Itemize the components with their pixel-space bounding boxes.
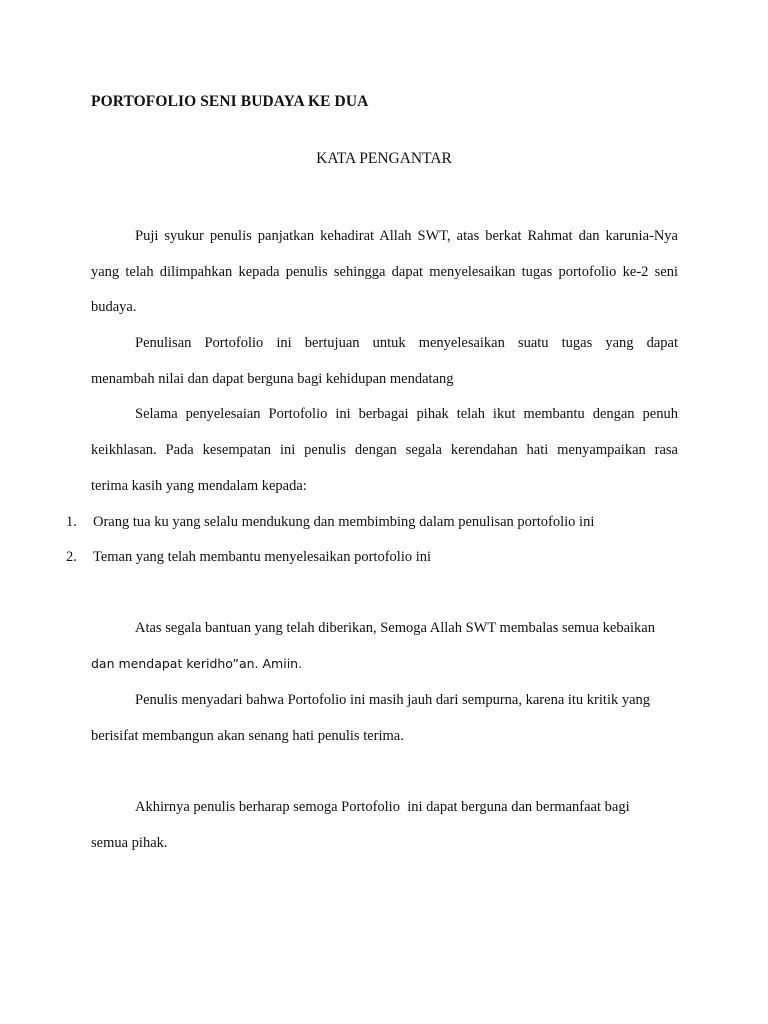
list-item xyxy=(66,513,594,531)
section-heading: KATA PENGANTAR xyxy=(316,150,452,167)
paragraph-5-line-2: berisifat membangun akan senang hati penulis terima. xyxy=(91,728,404,744)
paragraph-6-line-1: Akhirnya penulis berharap semoga Portofolio ini dapat berguna dan bermanfaat bagi xyxy=(135,799,630,815)
paragraph-5-line-1: Penulis menyadari bahwa Portofolio ini masih jauh dari sempurna, karena itu kritik yang xyxy=(135,692,651,708)
paragraph-3-line-3: terima kasih yang mendalam kepada: xyxy=(91,478,307,494)
paragraph-1-line-2: yang telah dilimpahkan kepada penulis sehingga dapat menyelesaikan tugas portofolio ke-2 seni xyxy=(91,264,678,280)
paragraph-2-line-2: menambah nilai dan dapat berguna bagi kehidupan mendatang xyxy=(91,371,454,387)
paragraph-4-line-1: Atas segala bantuan yang telah diberikan, Semoga Allah SWT membalas semua kebaikan xyxy=(135,620,655,636)
paragraph-3-line-1: Selama penyelesaian Portofolio ini berbagai pihak telah ikut membantu dengan penuh xyxy=(135,406,678,422)
list-text: Orang tua ku yang selalu mendukung dan membimbing dalam penulisan portofolio ini xyxy=(93,514,595,530)
paragraph-4-line-2: dan mendapat keridho”an. Amiin. xyxy=(91,656,303,671)
paragraph-1-line-1: Puji syukur penulis panjatkan kehadirat Allah SWT, atas berkat Rahmat dan karunia-Nya xyxy=(135,228,678,244)
list-number: 2. xyxy=(66,549,77,565)
document-title: PORTOFOLIO SENI BUDAYA KE DUA xyxy=(91,93,369,110)
list-number: 1. xyxy=(66,514,77,530)
list-text: Teman yang telah membantu menyelesaikan portofolio ini xyxy=(93,549,432,565)
paragraph-1-line-3: budaya. xyxy=(91,299,137,315)
paragraph-2-line-1: Penulisan Portofolio ini bertujuan untuk menyelesaikan suatu tugas yang dapat xyxy=(135,335,678,351)
list-item xyxy=(66,548,431,566)
paragraph-3-line-2: keikhlasan. Pada kesempatan ini penulis dengan segala kerendahan hati menyampaikan rasa xyxy=(91,442,678,458)
paragraph-6-line-2: semua pihak. xyxy=(91,835,168,851)
